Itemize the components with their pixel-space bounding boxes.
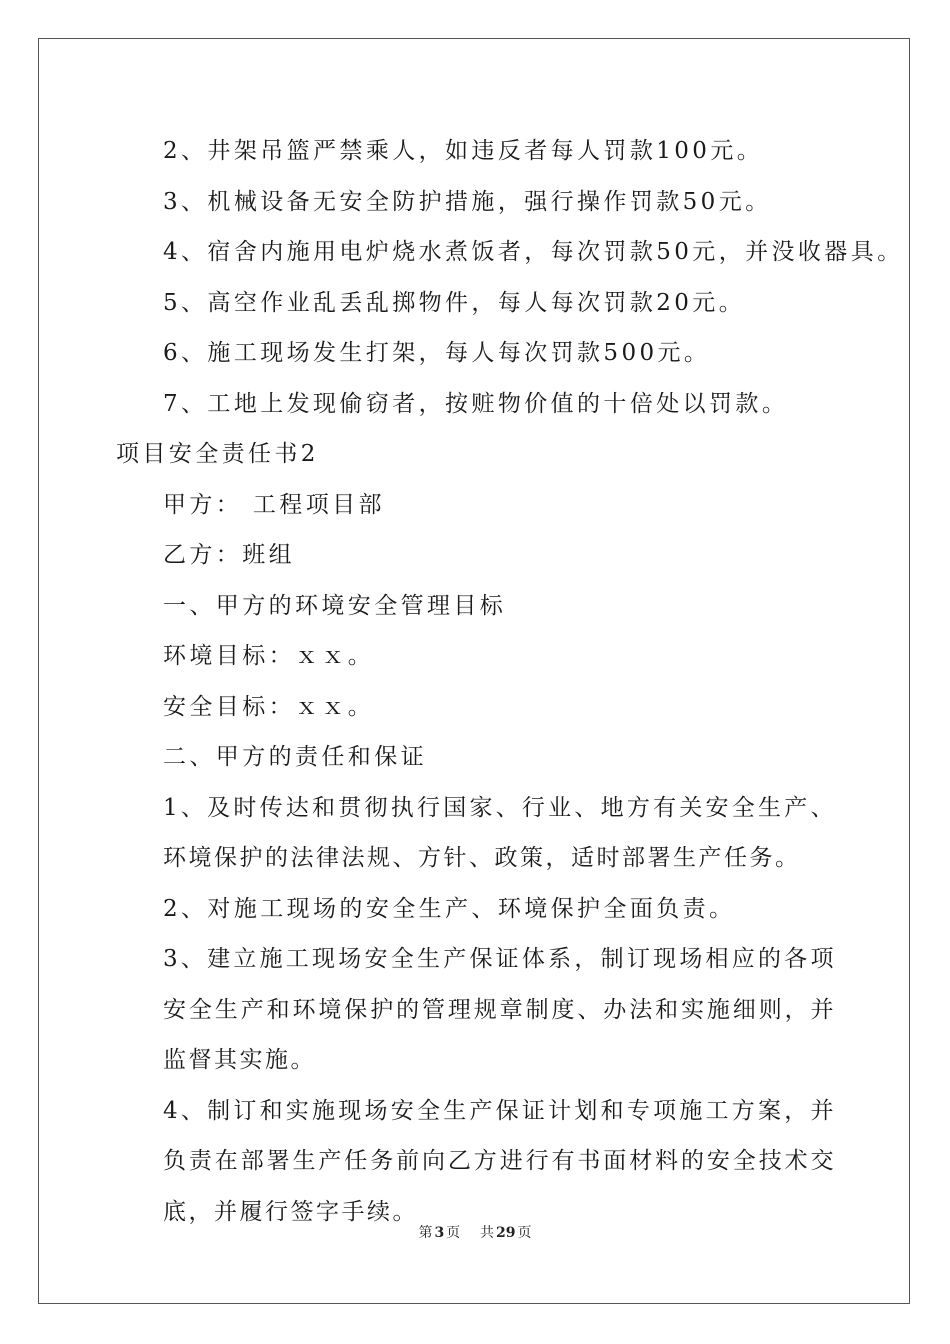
- heading-goals: 一、甲方的环境安全管理目标: [163, 592, 507, 619]
- heading-responsibilities: 二、甲方的责任和保证: [163, 744, 427, 770]
- document-body: [116, 126, 904, 1237]
- party-b-line: 乙方：班组: [163, 542, 295, 568]
- responsibility-2: 2、对施工现场的安全生产、环境保护全面负责。: [163, 895, 736, 922]
- paragraph-rule-7: 7、工地上发现偷窃者，按赃物价值的十倍处以罚款。: [163, 390, 789, 417]
- total-suffix: 页: [517, 1225, 532, 1241]
- total-pages: 29: [496, 1225, 516, 1241]
- page-number: 3: [434, 1225, 445, 1241]
- page-footer: [0, 1222, 950, 1242]
- responsibility-1: 1、及时传达和贯彻执行国家、行业、地方有关安全生产、环境保护的法律法规、方针、政策，适时部署生产任务。: [163, 794, 836, 871]
- party-a-line: 甲方： 工程项目部: [163, 491, 385, 518]
- paragraph-rule-2: 2、井架吊篮严禁乘人，如违反者每人罚款100元。: [163, 138, 764, 164]
- total-prefix: 共: [480, 1225, 495, 1241]
- section-title: 项目安全责任书2: [116, 441, 319, 467]
- page-prefix: 第: [418, 1225, 433, 1241]
- paragraph-rule-5: 5、高空作业乱丢乱掷物件，每人每次罚款20元。: [163, 289, 746, 316]
- paragraph-rule-3: 3、机械设备无安全防护措施，强行操作罚款50元。: [163, 188, 772, 215]
- responsibility-3: 3、建立施工现场安全生产保证体系，制订现场相应的各项安全生产和环境保护的管理规章制度、办法和实施细则，并监督其实施。: [163, 946, 836, 1073]
- paragraph-rule-6: 6、施工现场发生打架，每人每次罚款500元。: [163, 340, 711, 366]
- environment-goal: 环境目标：ｘｘ。: [163, 643, 375, 669]
- paragraph-rule-4: 4、宿舍内施用电炉烧水煮饭者，每次罚款50元，并没收器具。: [163, 239, 904, 265]
- responsibility-4: 4、制订和实施现场安全生产保证计划和专项施工方案，并负责在部署生产任务前向乙方进行有书面材料的安全技术交底，并履行签字手续。: [163, 1097, 836, 1225]
- page-suffix: 页: [446, 1225, 461, 1241]
- safety-goal: 安全目标：ｘｘ。: [163, 693, 375, 720]
